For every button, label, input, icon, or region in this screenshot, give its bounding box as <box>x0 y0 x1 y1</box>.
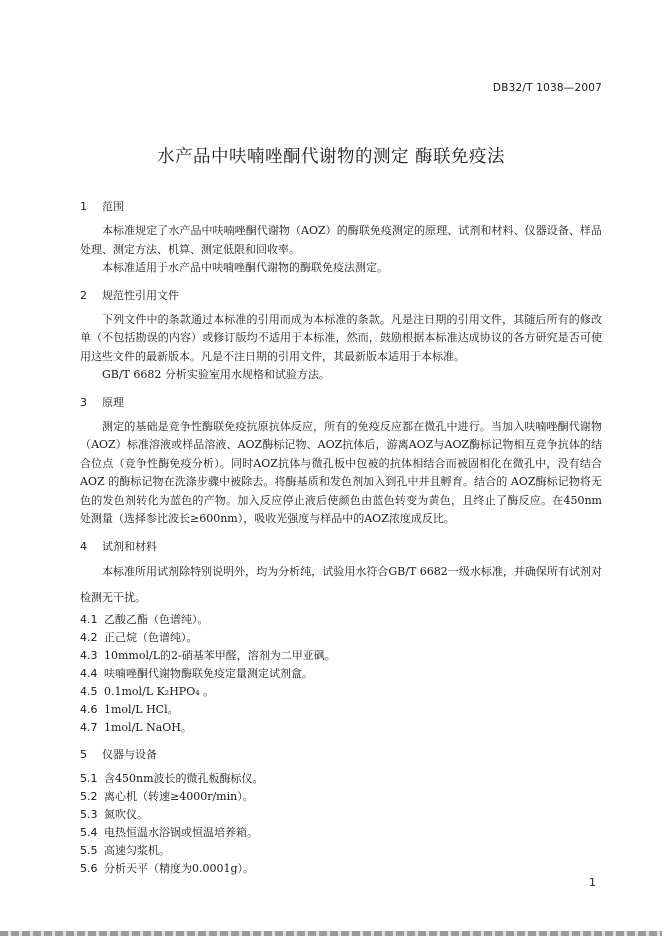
scan-edge-divider <box>0 931 662 936</box>
list-item <box>80 611 602 629</box>
paragraph: 测定的基础是竞争性酶联免疫抗原抗体反应，所有的免疫反应都在微孔中进行。当加入呋喃唑酮代谢物（AOZ）标准溶液或样品溶液、AOZ酶标记物、AOZ抗体后，游离AOZ与AOZ酶标记物相互竞争抗体的结合位点（竞争性酶免疫分析）。同时AOZ抗体与微孔板中包被的抗体相结合而被固相化在微孔中，没有结合 AOZ 的酶标记物在洗涤步骤中被除去。将酶基质和发色剂加入到孔中并且孵育。结合的 AOZ酶标记物将无色的发色剂转化为蓝色的产物。加入反应停止液后使颜色由蓝色转变为黄色，且终止了酶反应。在450nm处测量（选择参比波长≥600nm），吸收光强度与样品中的AOZ浓度成反比。 <box>80 419 602 525</box>
item-number: 5.4 <box>80 825 98 839</box>
section-title: 规范性引用文件 <box>102 288 179 302</box>
section-number: 2 <box>80 288 87 302</box>
document-body <box>80 198 602 878</box>
paragraph: 本标准所用试剂除特别说明外，均为分析纯，试验用水符合GB/T 6682一级水标准，并确保所有试剂对检测无干扰。 <box>80 564 602 604</box>
section-apparatus <box>80 746 602 878</box>
item-number: 4.7 <box>80 720 98 734</box>
page-number: 1 <box>589 876 596 889</box>
item-number: 5.6 <box>80 861 98 875</box>
section-title: 原理 <box>102 395 124 409</box>
list-item <box>80 860 602 878</box>
list-item <box>80 665 602 683</box>
item-number: 5.3 <box>80 807 98 821</box>
section-normative-references <box>80 287 602 385</box>
item-text: 高速匀浆机。 <box>104 843 170 857</box>
section-title: 范围 <box>102 200 124 213</box>
list-item <box>80 701 602 719</box>
list-item <box>80 788 602 806</box>
list-item <box>80 824 602 842</box>
item-number: 4.4 <box>80 666 98 680</box>
section-principle <box>80 394 602 529</box>
list-item <box>80 842 602 860</box>
section-heading <box>80 538 602 556</box>
item-number: 4.6 <box>80 702 98 716</box>
item-text: 离心机（转速≥4000r/min）。 <box>104 789 254 803</box>
list-item <box>80 683 602 701</box>
section-title: 仪器与设备 <box>102 747 157 761</box>
section-reagents <box>80 538 602 737</box>
item-text: 1mol/L NaOH。 <box>104 720 192 734</box>
item-text: 呋喃唑酮代谢物酶联免疫定量测定试剂盒。 <box>104 666 313 680</box>
item-text: 分析天平（精度为0.0001g）。 <box>104 861 255 875</box>
item-text: 氮吹仪。 <box>104 807 148 821</box>
paragraph: 本标准适用于水产品中呋喃唑酮代谢物的酶联免疫法测定。 <box>102 261 388 274</box>
document-title: 水产品中呋喃唑酮代谢物的测定 酶联免疫法 <box>156 147 506 167</box>
item-text: 乙酸乙酯（色谱纯）。 <box>104 612 209 626</box>
item-number: 4.5 <box>80 684 98 698</box>
item-number: 5.2 <box>80 789 98 803</box>
item-text: 正己烷（色谱纯）。 <box>104 630 198 644</box>
item-text: 10mmol/L的2-硝基苯甲醛，溶剂为二甲亚砜。 <box>104 648 336 662</box>
standard-code: DB32/T 1038—2007 <box>492 82 602 94</box>
section-number: 4 <box>80 539 87 553</box>
section-number: 3 <box>80 395 87 409</box>
paragraph: 本标准规定了水产品中呋喃唑酮代谢物（AOZ）的酶联免疫测定的原理、试剂和材料、仪器设备、样品处理、测定方法、机算、测定低限和回收率。 <box>80 224 602 256</box>
section-heading <box>80 746 602 764</box>
item-text: 1mol/L HCl。 <box>104 702 179 716</box>
list-item <box>80 719 602 737</box>
item-number: 5.1 <box>80 771 98 785</box>
item-text: 含450nm波长的微孔板酶标仪。 <box>104 771 264 785</box>
item-text: 电热恒温水浴锅或恒温培养箱。 <box>104 825 258 839</box>
paragraph: 下列文件中的条款通过本标准的引用而成为本标准的条款。凡是注日期的引用文件，其随后所有的修改单（不包括勘误的内容）或修订版均不适用于本标准，然而，鼓励根据本标准达成协议的各方研究是否可使用这些文件的最新版本。凡是不注日期的引用文件，其最新版本适用于本标准。 <box>80 312 602 363</box>
item-number: 5.5 <box>80 843 98 857</box>
section-scope <box>80 198 602 278</box>
list-item <box>80 770 602 788</box>
list-item <box>80 806 602 824</box>
section-title: 试剂和材料 <box>102 539 157 553</box>
paragraph: GB/T 6682 分析实验室用水规格和试验方法。 <box>102 368 330 381</box>
section-number: 5 <box>80 747 87 761</box>
list-item <box>80 629 602 647</box>
item-text: 0.1mol/L K₂HPO₄ 。 <box>104 684 215 698</box>
section-heading <box>80 287 602 305</box>
item-number: 4.2 <box>80 630 98 644</box>
item-number: 4.3 <box>80 648 98 662</box>
section-number: 1 <box>80 200 87 213</box>
section-heading <box>80 198 602 216</box>
item-number: 4.1 <box>80 612 98 626</box>
list-item <box>80 647 602 665</box>
section-heading <box>80 394 602 412</box>
